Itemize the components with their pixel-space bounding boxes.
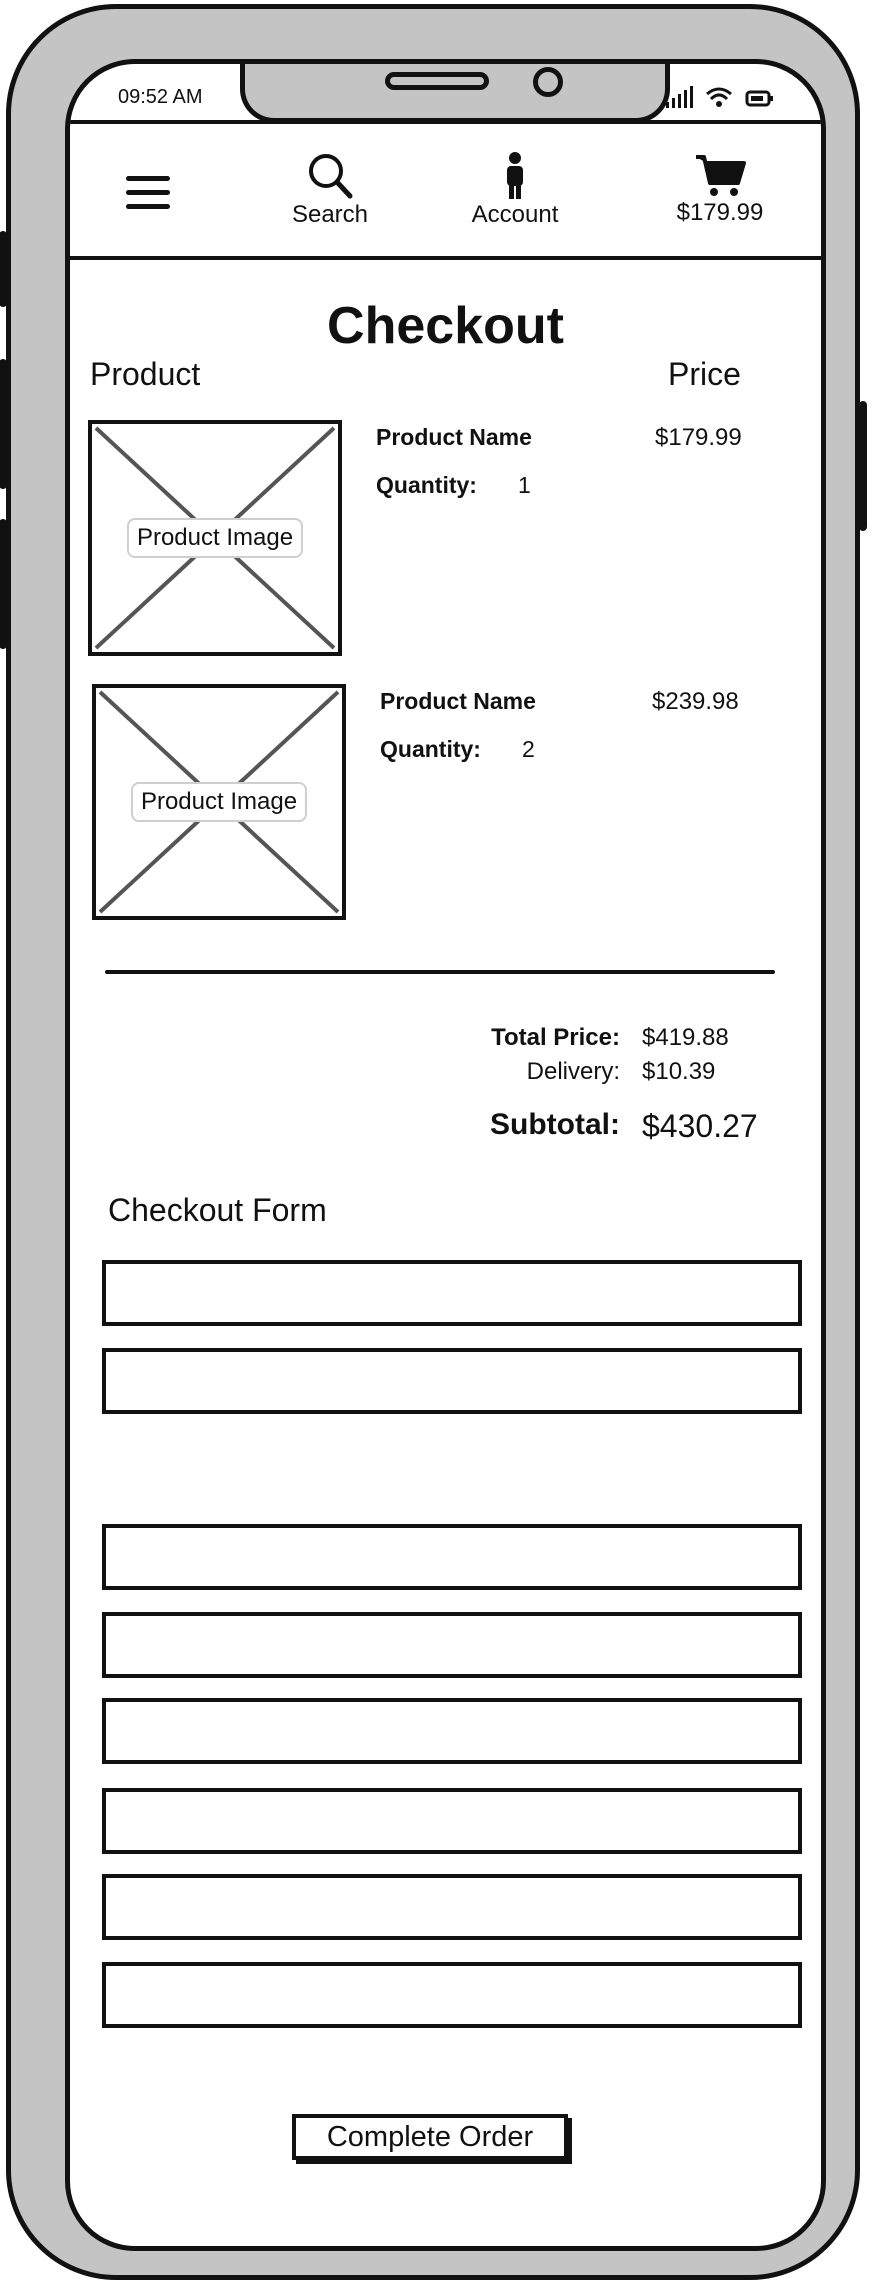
side-button-left-low <box>0 519 7 649</box>
wifi-icon <box>705 86 733 108</box>
product-image-label: Product Image <box>127 518 303 558</box>
delivery-value: $10.39 <box>642 1058 716 1085</box>
summary-divider <box>105 970 775 974</box>
hamburger-icon[interactable] <box>126 176 170 218</box>
price-column-header: Price <box>668 356 741 392</box>
form-field-7[interactable] <box>102 1874 802 1940</box>
speaker-icon <box>385 72 489 90</box>
product-image-label: Product Image <box>131 782 307 822</box>
quantity-value-2: 2 <box>522 736 535 762</box>
delivery-label: Delivery: <box>526 1058 620 1085</box>
quantity-label-1: Quantity: <box>376 472 477 498</box>
form-field-1[interactable] <box>102 1260 802 1326</box>
total-price-label: Total Price: <box>491 1024 620 1051</box>
form-field-3[interactable] <box>102 1524 802 1590</box>
page-title: Checkout <box>327 297 564 355</box>
camera-icon <box>533 67 563 97</box>
cart-total: $179.99 <box>676 199 764 226</box>
side-button-left-top <box>0 231 7 307</box>
form-field-4[interactable] <box>102 1612 802 1678</box>
product-price-2: $239.98 <box>652 688 739 715</box>
nav-search[interactable] <box>270 124 390 256</box>
battery-icon <box>745 88 775 108</box>
product-name-2: Product Name <box>380 688 536 714</box>
cart-icon <box>694 153 746 199</box>
status-icons <box>666 86 775 108</box>
product-column-header: Product <box>90 356 201 392</box>
side-button-left-mid <box>0 359 7 489</box>
checkout-form-title: Checkout Form <box>108 1192 327 1228</box>
quantity-label-2: Quantity: <box>380 736 481 762</box>
phone-frame <box>6 4 860 2280</box>
complete-order-button[interactable]: Complete Order <box>292 2114 568 2160</box>
form-field-5[interactable] <box>102 1698 802 1764</box>
subtotal-value: $430.27 <box>642 1108 758 1144</box>
phone-screen <box>65 59 826 2251</box>
notch <box>240 59 670 123</box>
nav-cart[interactable] <box>650 124 790 256</box>
subtotal-label: Subtotal: <box>490 1108 620 1141</box>
side-button-right <box>859 401 867 531</box>
quantity-value-1: 1 <box>518 472 531 498</box>
top-nav-bar <box>70 120 821 260</box>
nav-search-label: Search <box>291 201 369 228</box>
total-price-value: $419.88 <box>642 1024 729 1051</box>
signal-icon <box>666 86 693 108</box>
form-field-2[interactable] <box>102 1348 802 1414</box>
nav-account-label: Account <box>471 201 559 228</box>
form-field-8[interactable] <box>102 1962 802 2028</box>
product-name-1: Product Name <box>376 424 532 450</box>
search-icon <box>306 151 354 201</box>
account-icon <box>503 151 527 201</box>
product-image-2[interactable] <box>92 684 346 920</box>
form-field-6[interactable] <box>102 1788 802 1854</box>
status-time: 09:52 AM <box>118 86 203 108</box>
nav-account[interactable] <box>450 124 580 256</box>
product-price-1: $179.99 <box>655 424 742 451</box>
product-image-1[interactable] <box>88 420 342 656</box>
